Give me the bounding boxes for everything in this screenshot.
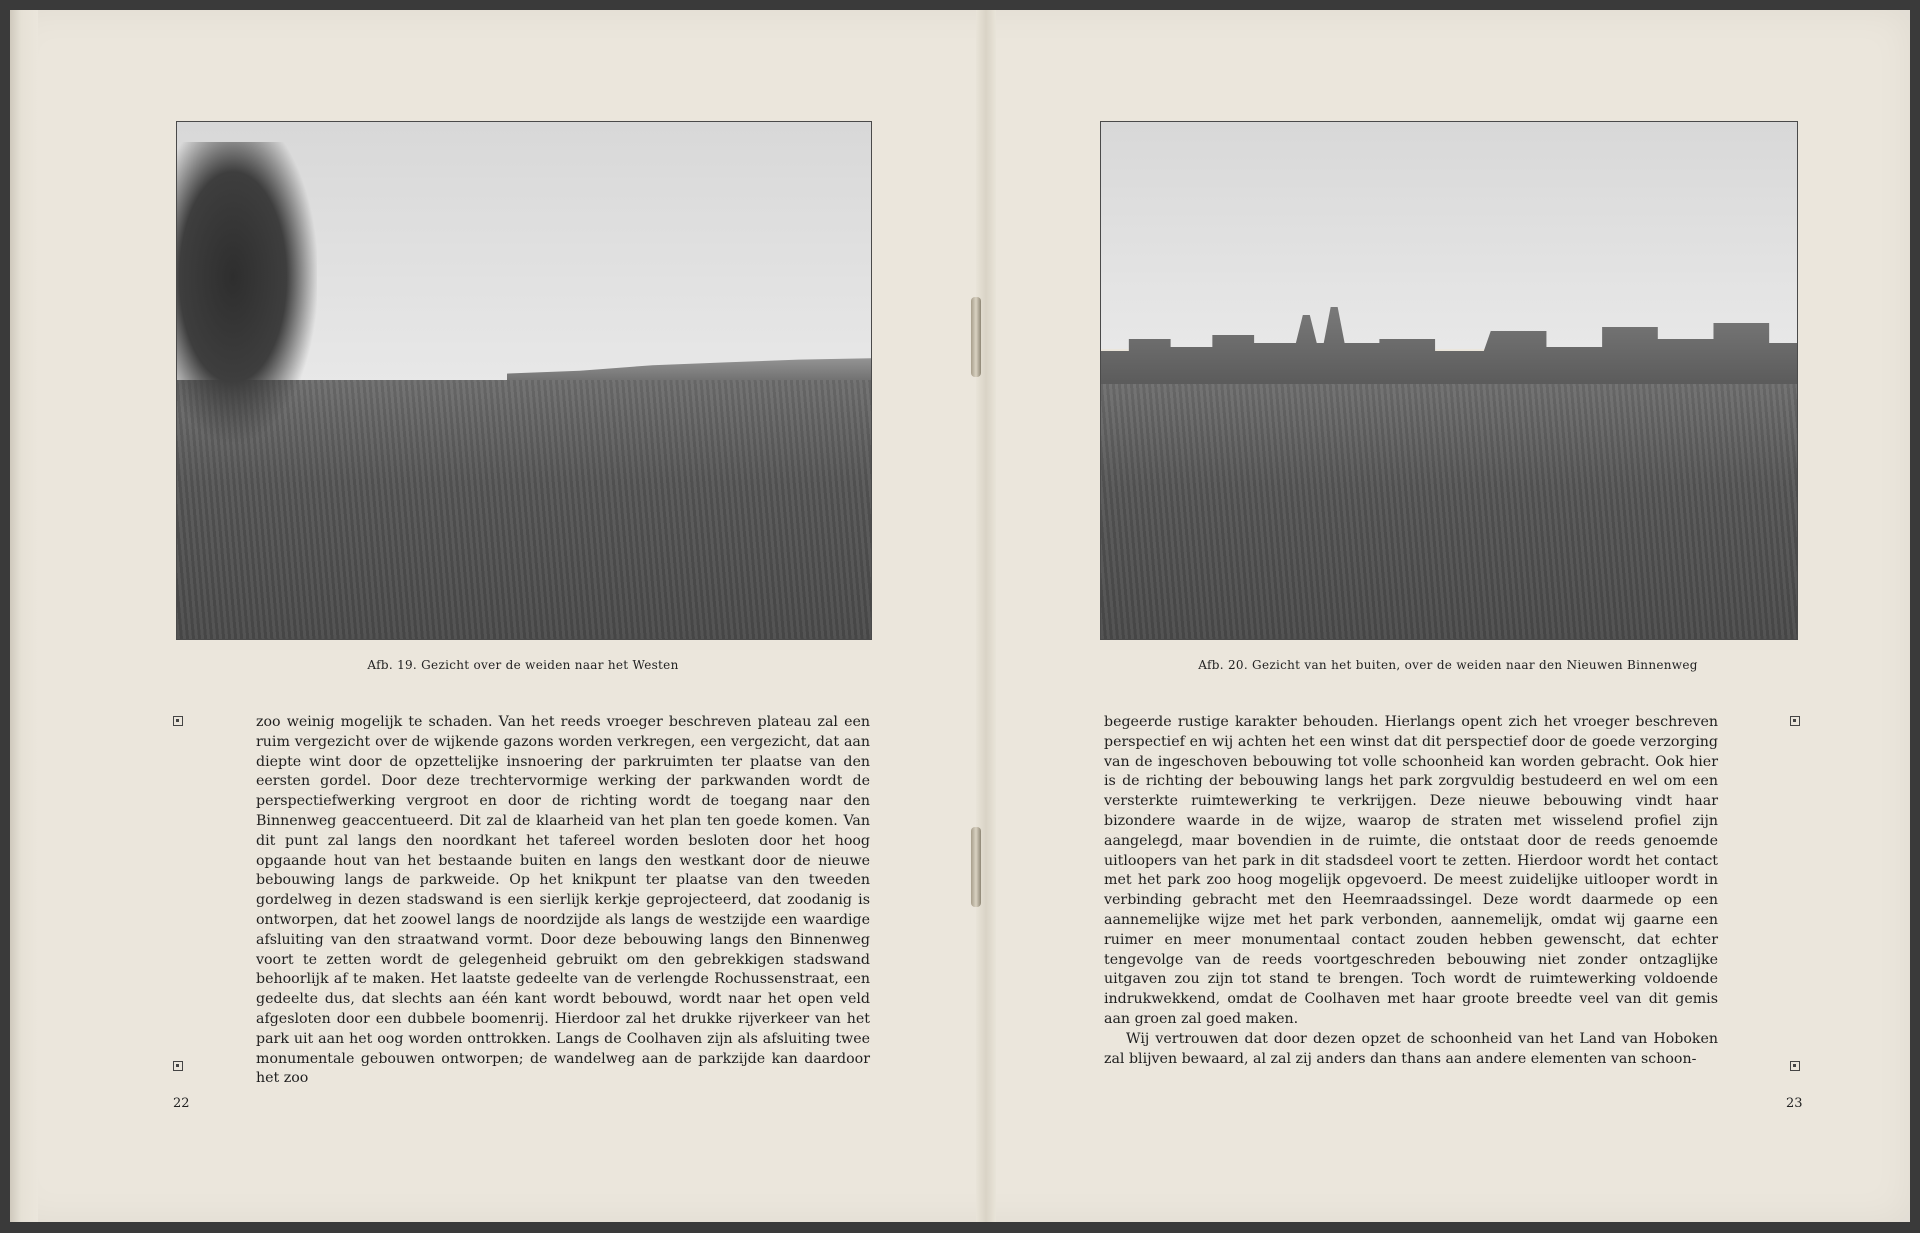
binding-staple bbox=[971, 827, 981, 907]
body-text bbox=[256, 713, 870, 1089]
figure-caption: Afb. 20. Gezicht van het buiten, over de weiden naar den Nieuwen Binnenweg bbox=[1198, 658, 1698, 672]
figure-caption: Afb. 19. Gezicht over de weiden naar het Westen bbox=[367, 658, 679, 672]
paragraph: begeerde rustige karakter behouden. Hierlangs opent zich het vroeger beschreven perspectief en wij achten het een winst dat dit perspectief door de goede verzorging van de ingeschoven bebouwing tot volle schoonheid kan worden gebracht. Ook hier is de richting der bebouwing langs het park zorgvuldig bestudeerd en wel om een versterkte ruimtewerking te verkrijgen. Deze nieuwe bebouwing vindt haar bizondere waarde in de wijze, waarop de straten met wisselend profiel zijn aangelegd, maar bovendien in de ruimte, die ontstaat door de reeds genoemde uitloopers van het park in dit stadsdeel voort te zetten. Hierdoor wordt het contact met het park zoo hoog mogelijk opgevoerd. De meest zuidelijke uitlooper wordt in verbinding gebracht met den Heemraadssingel. Deze wordt daarmede op een aannemelijke wijze met het park verbonden, aannemelijk, omdat wij gaarne een ruimer en meer monumentaal contact zouden hebben gewenscht, dat echter tengevolge van de reeds voortgeschreden bebouwing niet zonder ontzaglijke uitgaven zou zijn tot stand te brengen. Toch wordt de ruimtewerking voldoende indrukwekkend, omdat de Coolhaven met haar groote breedte veel van dit gemis aan groen zal goed maken. bbox=[1104, 714, 1718, 1027]
page-number: 23 bbox=[1786, 1096, 1803, 1111]
paragraph: Wij vertrouwen dat door dezen opzet de schoonheid van het Land van Hoboken zal blijven bewaard, al zal zij anders dan thans aan andere elementen van schoon- bbox=[1104, 1030, 1718, 1067]
page-number: 22 bbox=[173, 1096, 190, 1111]
page-edge bbox=[10, 10, 38, 1222]
margin-marker bbox=[173, 716, 183, 726]
photo-meadow bbox=[1101, 384, 1797, 639]
paragraph: zoo weinig mogelijk te schaden. Van het reeds vroeger beschreven plateau zal een ruim vergezicht over de wijkende gazons worden verkregen, een vergezicht, dat aan diepte wint door de opzettelijke insnoering der parkruimten ter plaatse van den eersten gordel. Door deze trechtervormige werking der parkwanden wordt de perspectiefwerking vergroot en door de richting wordt de toegang naar den Binnenweg geaccentueerd. Dit zal de klaarheid van het plan ten goede komen. Van dit punt zal langs den noordkant het tafereel worden besloten door het hoog opgaande hout van het bestaande buiten en langs den westkant door de nieuwe bebouwing langs de parkweide. Op het knikpunt ter plaatse van den tweeden gordelweg in dezen stadswand is een sierlijk kerkje geprojecteerd, dat zoodanig is ontworpen, dat het zoowel langs de noordzijde als langs de westzijde een waardige afsluiting van den straatwand vormt. Door deze bebouwing langs den Binnenweg voort te zetten wordt de gelegenheid gebruikt om den gebrekkigen stadswand behoorlijk af te maken. Het laatste gedeelte van de verlengde Rochussenstraat, een gedeelte dus, dat slechts aan één kant wordt bebouwd, wordt naar het open veld afgesloten door een dubbele boomenrij. Hierdoor zal het drukke rijverkeer van het park uit aan het oog worden onttrokken. Langs de Coolhaven zijn als afsluiting twee monumentale gebouwen ontworpen; de wandelweg aan de parkzijde kan daardoor het zoo bbox=[256, 714, 870, 1087]
binding-staple bbox=[971, 297, 981, 377]
margin-marker bbox=[1790, 716, 1800, 726]
meadow-binnenweg-photo bbox=[1100, 121, 1798, 640]
photo-trees bbox=[177, 142, 317, 442]
margin-marker bbox=[1790, 1061, 1800, 1071]
book-spread bbox=[10, 10, 1910, 1222]
left-page bbox=[38, 10, 984, 1222]
right-page bbox=[986, 10, 1910, 1222]
body-text bbox=[1104, 713, 1718, 1069]
margin-marker bbox=[173, 1061, 183, 1071]
meadow-west-photo bbox=[176, 121, 872, 640]
photo-sky bbox=[1101, 122, 1797, 349]
